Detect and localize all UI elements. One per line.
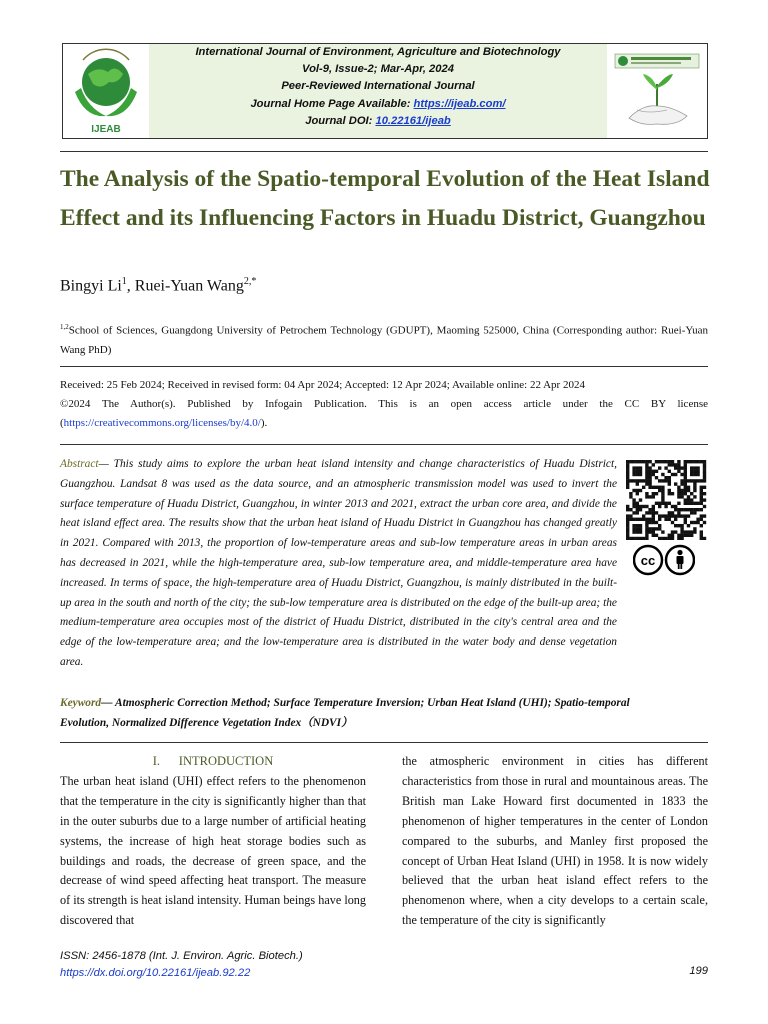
- journal-info: [149, 44, 607, 138]
- journal-doi: Journal DOI: 10.22161/ijeab: [305, 114, 451, 127]
- keywords-text: Atmospheric Correction Method; Surface Temperature Inversion; Urban Heat Island (UHI); Spatio-temporal Evolution, Normalized Difference Vegetation Index（NDVI）: [60, 697, 630, 729]
- header-divider: [60, 151, 708, 152]
- footer-doi-link[interactable]: https://dx.doi.org/10.22161/ijeab.92.22: [60, 967, 251, 979]
- publication-dates: [60, 376, 708, 433]
- page-number: 199: [689, 965, 708, 977]
- journal-doi-link[interactable]: 10.22161/ijeab: [375, 114, 451, 127]
- seedling-icon: [607, 44, 707, 138]
- keywords-label: Keyword: [60, 697, 102, 709]
- paper-title: The Analysis of the Spatio-temporal Evolution of the Heat Island Effect and its Influencing Factors in Huadu District, Guangzhou: [60, 166, 710, 231]
- journal-name: International Journal of Environment, Agriculture and Biotechnology: [195, 46, 561, 58]
- abstract-label: Abstract: [60, 458, 99, 470]
- footer-issn: ISSN: 2456-1878 (Int. J. Environ. Agric. Biotech.): [60, 950, 303, 962]
- abstract-divider: [60, 742, 708, 743]
- globe-leaf-icon: [63, 44, 149, 138]
- section-heading-introduction: I. INTRODUCTION: [152, 754, 274, 768]
- affiliation-divider: [60, 366, 708, 367]
- keywords: Keyword— Atmospheric Correction Method; Surface Temperature Inversion; Urban Heat Island (UHI); Spatio-temporal Evolution, Normalized Difference Vegetation Index（NDVI）: [60, 697, 630, 729]
- journal-volume: Vol-9, Issue-2; Mar-Apr, 2024: [302, 63, 454, 76]
- homepage-link[interactable]: https://ijeab.com/: [413, 97, 506, 110]
- journal-logo: [63, 44, 149, 138]
- authors: Bingyi Li$^1$, Ruei-Yuan Wang$^{2,*}$: [60, 276, 257, 295]
- abstract-text: This study aims to explore the urban heat island intensity and change characteristics of Huadu District, Guangzhou. Landsat 8 was used as the data source, and an atmospheric transmission model was used to invert the surface temperature of Huadu District, Guangzhou, in winter 2013 and 2021, extract the urban core area, and divide the heat island effect area. The results show that the urban heat island of Huadu District in Guangzhou has changed greatly in 2021. Compared with 2013, the proportion of low-temperature areas and sub-low temperature areas in urban areas has decreased in 2021, while the high-temperature area, sub-low temperature area, and middle-temperature area have increased. In terms of space, the high-temperature area of Huadu District, Guangzhou, is mainly distributed in the built-up area in the south and north of the city; the sub-low temperature area is distributed on the edge of the built-up area; the medium-temperature area occupies most of the district of Huadu District, distributed in the city's central area and the edge of the low-temperature area; and the low-temperature area is distributed in the water body and dense vegetation area.: [60, 458, 617, 668]
- intro-paragraph-right: the atmospheric environment in cities has different characteristics from those in rural and mountainous areas. The British man Lake Howard first documented in 1833 the phenomenon of higher temperatures in the center of London compared to the suburbs, and Manley first proposed the concept of Urban Heat Island (UHI) in 1958. It is now widely believed that the urban heat island effect refers to the phenomenon where, when a city develops to a certain scale, the temperature of the city is significantly: [402, 754, 708, 928]
- cc-by-license-icon[interactable]: [633, 544, 695, 576]
- journal-homepage: Journal Home Page Available: https://ijeab.com/: [250, 97, 506, 110]
- svg-text:IJEAB: IJEAB: [91, 124, 121, 135]
- dates-line: Received: 25 Feb 2024; Received in revised form: 04 Apr 2024; Accepted: 12 Apr 2024; Available online: 22 Apr 2024: [60, 379, 585, 391]
- journal-header: [62, 43, 708, 139]
- journal-review: Peer-Reviewed International Journal: [281, 80, 475, 93]
- dates-divider: [60, 444, 708, 445]
- abstract: Abstract— This study aims to explore the urban heat island intensity and change characteristics of Huadu District, Guangzhou. Landsat 8 was used as the data source, and an atmospheric transmission model was used to invert the surface temperature of Huadu District, Guangzhou, in winter 2013 and 2021, extract the urban core area, and divide the heat island effect area. The results show that the urban heat island of Huadu District in Guangzhou has changed greatly in 2021. Compared with 2013, the proportion of low-temperature areas and sub-low temperature areas in urban areas has decreased in 2021, while the high-temperature area, sub-low temperature area, and middle-temperature area have increased. In terms of space, the high-temperature area of Huadu District, Guangzhou, is mainly distributed in the built-up area in the south and north of the city; the sub-low temperature area is distributed on the edge of the built-up area; the medium-temperature area occupies most of the district of Huadu District, distributed in the city's central area and the edge of the low-temperature area; and the low-temperature area is distributed in the water body and dense vegetation area.: [60, 458, 617, 668]
- svg-text:cc: cc: [640, 553, 656, 568]
- license-line: ©2024 The Author(s). Published by Infogain Publication. This is an open access article under the CC BY license (https://creativecommons.org/licenses/by/4.0/).: [60, 398, 708, 429]
- footer: [60, 948, 303, 982]
- affiliation: $^{1,2}$School of Sciences, Guangdong University of Petrochem Technology (GDUPT), Maoming 525000, China (Corresponding author: Ruei-Yuan Wang PhD): [60, 323, 708, 356]
- intro-left-column: [60, 752, 366, 931]
- intro-right-column: [402, 752, 708, 931]
- hands-seedling-logo: [607, 44, 707, 138]
- intro-paragraph-left: The urban heat island (UHI) effect refers to the phenomenon that the temperature in the city is significantly higher than that in the outer suburbs due to a large number of artificial heating systems, the increase of high heat storage bodies such as buildings and roads, the decrease of green space, and the decrease of wind speed affecting heat transport. The measure of its strength is heat island intensity. Human beings have long discovered that: [60, 773, 366, 928]
- qr-code-icon[interactable]: [622, 460, 710, 540]
- license-link[interactable]: https://creativecommons.org/licenses/by/4.0/: [63, 417, 261, 429]
